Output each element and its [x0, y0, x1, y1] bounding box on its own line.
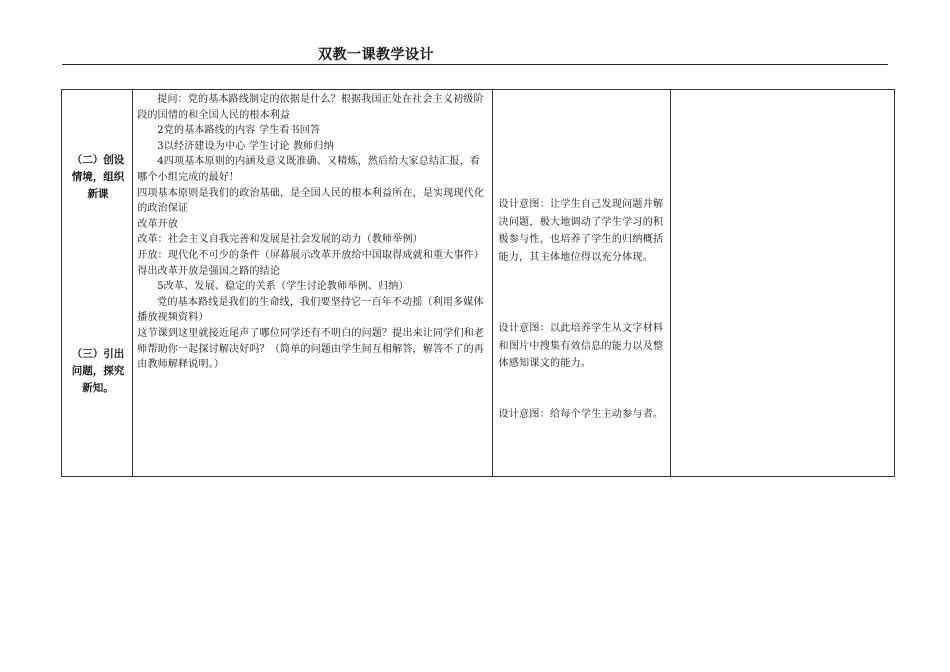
stage-cell [62, 90, 133, 477]
stage-label-line: （二）创设 [71, 154, 125, 166]
content-paragraph: 2党的基本路线的内容 学生看书回答 [157, 125, 321, 137]
stage-label-line: 新课 [87, 188, 109, 200]
stage-label-line: 问题，探究 [71, 365, 125, 377]
content-paragraph: 改革开放 [137, 218, 179, 230]
notes-cell [671, 90, 895, 477]
table-row [62, 90, 895, 477]
document-title: 双教一课教学设计 [318, 47, 434, 63]
stage-label-line: 情境，组织 [71, 171, 125, 183]
stage-label-raise-question [66, 346, 130, 397]
stage-label-create-situation [66, 152, 130, 203]
content-paragraph: 开放：现代化不可少的条件（屏幕展示改革开放给中国取得成就和重大事件）得出改革开放是强国之路的结论 [137, 249, 485, 277]
design-intent-3: 设计意图：给每个学生主动参与者。 [498, 409, 664, 420]
page-header [0, 44, 950, 66]
content-cell [133, 90, 492, 477]
stage-label-line: 新知。 [82, 382, 114, 394]
content-paragraph: 这节课到这里就接近尾声了哪位同学还有不明白的问题？提出来让同学们和老师帮助你一起探讨解决好吗？（简单的问题由学生间互相解答，解答不了的再由教师解释说明。） [137, 327, 485, 371]
design-intent-2: 设计意图：以此培养学生从文字材料和图片中搜集有效信息的能力以及整体感知课文的能力。 [498, 323, 664, 369]
content-paragraph: 改革：社会主义自我完善和发展是社会发展的动力（教师举例） [137, 234, 423, 246]
lesson-plan-table [61, 89, 895, 477]
content-paragraph: 4四项基本原则的内涵及意义既准确、又精炼，然后给大家总结汇报，看哪个小组完成的最好！ [137, 156, 481, 183]
content-paragraph: 3以经济建设为中心 学生讨论 教师归纳 [157, 140, 334, 152]
header-rule [62, 64, 888, 65]
design-intent-1: 设计意图：让学生自己发现问题并解决问题，极大地调动了学生学习的积极参与性，也培养了学生的归纳概括能力，其主体地位得以充分体现。 [498, 199, 664, 263]
lesson-content [137, 92, 489, 373]
content-paragraph: 四项基本原则是我们的政治基础，是全国人民的根本利益所在，是实现现代化的政治保证 [137, 187, 485, 215]
stage-label-line: （三）引出 [71, 348, 125, 360]
content-paragraph: 党的基本路线是我们的生命线，我们要坚持它一百年不动摇（利用多媒体播放视频资料） [137, 296, 484, 324]
design-intent-cell [492, 90, 671, 477]
content-paragraph: 5改革、发展、稳定的关系（学生讨论教师举例、归纳） [157, 281, 409, 293]
content-paragraph: 提问：党的基本路线制定的依据是什么？根据我国正处在社会主义初级阶段的国情的和全国人民的根本利益 [137, 94, 484, 121]
